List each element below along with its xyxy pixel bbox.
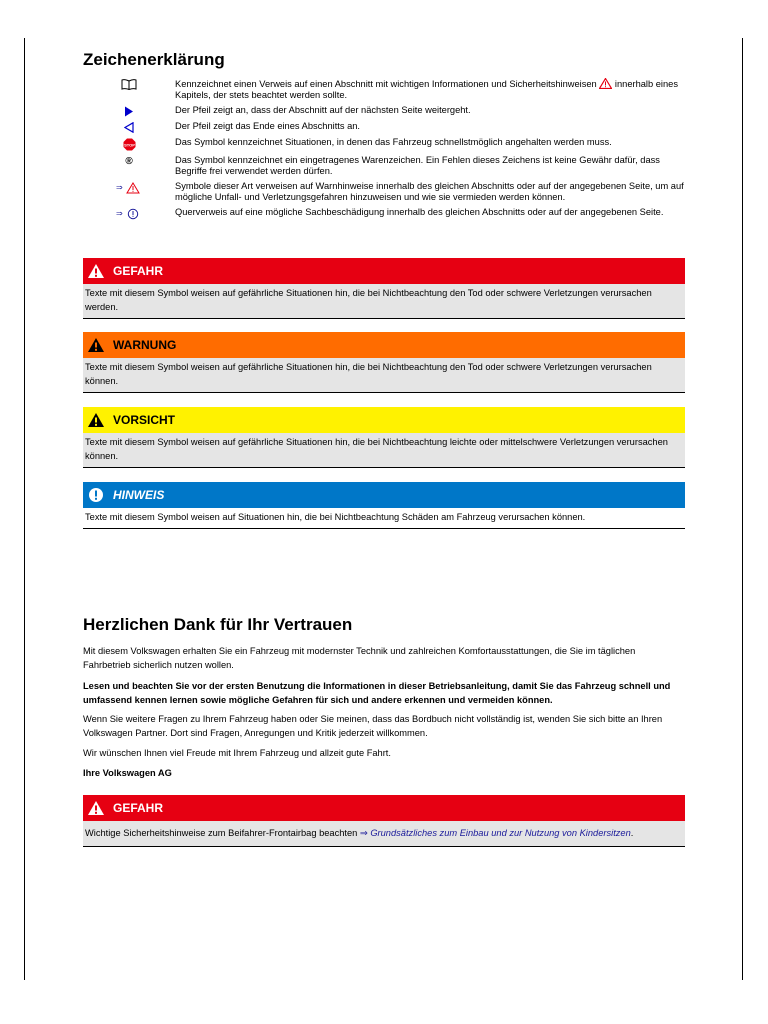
caution-box bbox=[83, 407, 685, 468]
danger-box-header bbox=[83, 795, 685, 821]
thanks-title: Herzlichen Dank für Ihr Vertrauen bbox=[83, 615, 353, 634]
registered-icon: ® bbox=[125, 156, 133, 167]
warning-icon bbox=[599, 78, 612, 89]
warning-box-header bbox=[83, 332, 685, 358]
thanks-paragraph-bold: Lesen und beachten Sie vor der ersten Benutzung die Informationen in dieser Betriebsanleitung, damit Sie das Fahrzeug schnell und umfassend kennen lernen sowie mögliche Gefahren für sich und andere erkennen und vermeiden können. bbox=[83, 681, 671, 705]
symbol-legend bbox=[83, 78, 685, 224]
danger-text: Texte mit diesem Symbol weisen auf gefährliche Situationen hin, die bei Nichtbeachtung den Tod oder schwere Verletzungen verursachen werden. bbox=[83, 284, 685, 318]
warning-text: Texte mit diesem Symbol weisen auf gefährliche Situationen hin, die bei Nichtbeachtung den Tod oder schwere Verletzungen verursachen können. bbox=[83, 358, 685, 392]
book-icon bbox=[83, 78, 175, 101]
svg-text:STOP: STOP bbox=[123, 142, 135, 148]
svg-text:⇒: ⇒ bbox=[116, 209, 123, 218]
legend-row bbox=[83, 181, 685, 203]
danger-label: GEFAHR bbox=[113, 264, 164, 278]
period: . bbox=[630, 828, 634, 838]
stop-icon bbox=[83, 137, 175, 151]
warning-icon bbox=[87, 262, 105, 280]
legend-text: Querverweis auf eine mögliche Sachbeschädigung innerhalb des gleichen Abschnitts oder auf der angegebenen Seite. bbox=[175, 207, 664, 217]
legend-text: innerhalb eines Kapitels, der stets beachtet werden sollte. bbox=[175, 79, 678, 100]
caution-label: VORSICHT bbox=[113, 413, 176, 427]
warning-crossref-icon bbox=[83, 181, 175, 203]
exclamation-circle-icon bbox=[87, 486, 105, 504]
danger-label: GEFAHR bbox=[113, 801, 164, 815]
svg-text:⇒: ⇒ bbox=[116, 183, 123, 192]
damage-crossref-icon bbox=[83, 207, 175, 220]
legend-text: Kennzeichnet einen Verweis auf einen Abschnitt mit wichtigen Informationen und Sicherheitshinweisen bbox=[175, 79, 597, 89]
legend-row bbox=[83, 78, 685, 101]
thanks-paragraph: Wir wünschen Ihnen viel Freude mit Ihrem Fahrzeug und allzeit gute Fahrt. bbox=[83, 748, 391, 758]
legend-text: Der Pfeil zeigt das Ende eines Abschnitts an. bbox=[175, 121, 361, 131]
warning-box bbox=[83, 332, 685, 393]
warning-icon bbox=[87, 336, 105, 354]
legend-row bbox=[83, 137, 685, 151]
legend-title: Zeichenerklärung bbox=[83, 50, 225, 69]
signature: Ihre Volkswagen AG bbox=[83, 768, 172, 778]
right-margin-line bbox=[742, 38, 743, 980]
child-seat-link[interactable]: Grundsätzliches zum Einbau und zur Nutzung von Kindersitzen bbox=[370, 828, 631, 838]
caution-box-header bbox=[83, 407, 685, 433]
airbag-note: Wichtige Sicherheitshinweise zum Beifahrer-Frontairbag beachten bbox=[85, 828, 358, 838]
legend-text: Symbole dieser Art verweisen auf Warnhinweise innerhalb des gleichen Abschnitts oder auf der angegebenen Seite, um auf mögliche Unfall- und Verletzungsgefahren hinzuweisen und wie sie vermieden werden können. bbox=[175, 181, 684, 202]
danger-box bbox=[83, 258, 685, 319]
caution-text: Texte mit diesem Symbol weisen auf gefährliche Situationen hin, die bei Nichtbeachtung leichte oder mittelschwere Verletzungen verursachen können. bbox=[83, 433, 685, 467]
legend-row bbox=[83, 155, 685, 177]
notice-box-header bbox=[83, 482, 685, 508]
warning-icon bbox=[87, 411, 105, 429]
legend-text: Der Pfeil zeigt an, dass der Abschnitt auf der nächsten Seite weitergeht. bbox=[175, 105, 471, 115]
notice-box bbox=[83, 482, 685, 529]
left-margin-line bbox=[24, 38, 25, 980]
arrow-right-filled-icon bbox=[83, 105, 175, 117]
warning-icon bbox=[87, 799, 105, 817]
arrow-left-outline-icon bbox=[83, 121, 175, 133]
legend-row bbox=[83, 105, 685, 117]
legend-row bbox=[83, 121, 685, 133]
thanks-paragraph: Mit diesem Volkswagen erhalten Sie ein Fahrzeug mit modernster Technik und zahlreichen Komfortausstattungen, die Sie im täglichen Fahrbetrieb sicherlich nutzen wollen. bbox=[83, 646, 636, 670]
legend-row bbox=[83, 207, 685, 220]
warning-label: WARNUNG bbox=[113, 338, 177, 352]
notice-text: Texte mit diesem Symbol weisen auf Situationen hin, die bei Nichtbeachtung Schäden am Fahrzeug verursachen können. bbox=[83, 508, 685, 528]
danger-text bbox=[83, 821, 685, 846]
crossref-arrow: ⇒ bbox=[359, 828, 368, 838]
legend-text: Das Symbol kennzeichnet Situationen, in denen das Fahrzeug schnellstmöglich angehalten werden muss. bbox=[175, 137, 612, 147]
notice-label: HINWEIS bbox=[113, 488, 165, 502]
danger-box-header bbox=[83, 258, 685, 284]
danger-box-airbag bbox=[83, 795, 685, 847]
thanks-paragraph: Wenn Sie weitere Fragen zu Ihrem Fahrzeug haben oder Sie meinen, dass das Bordbuch nicht vollständig ist, wenden Sie sich bitte an Ihren Volkswagen Partner. Dort sind Fragen, Anregungen und Kritik jederzeit willkommen. bbox=[83, 714, 663, 738]
legend-text: Das Symbol kennzeichnet ein eingetragenes Warenzeichen. Ein Fehlen dieses Zeichens ist keine Gewähr dafür, dass Begriffe frei verwendet werden dürfen. bbox=[175, 155, 660, 176]
